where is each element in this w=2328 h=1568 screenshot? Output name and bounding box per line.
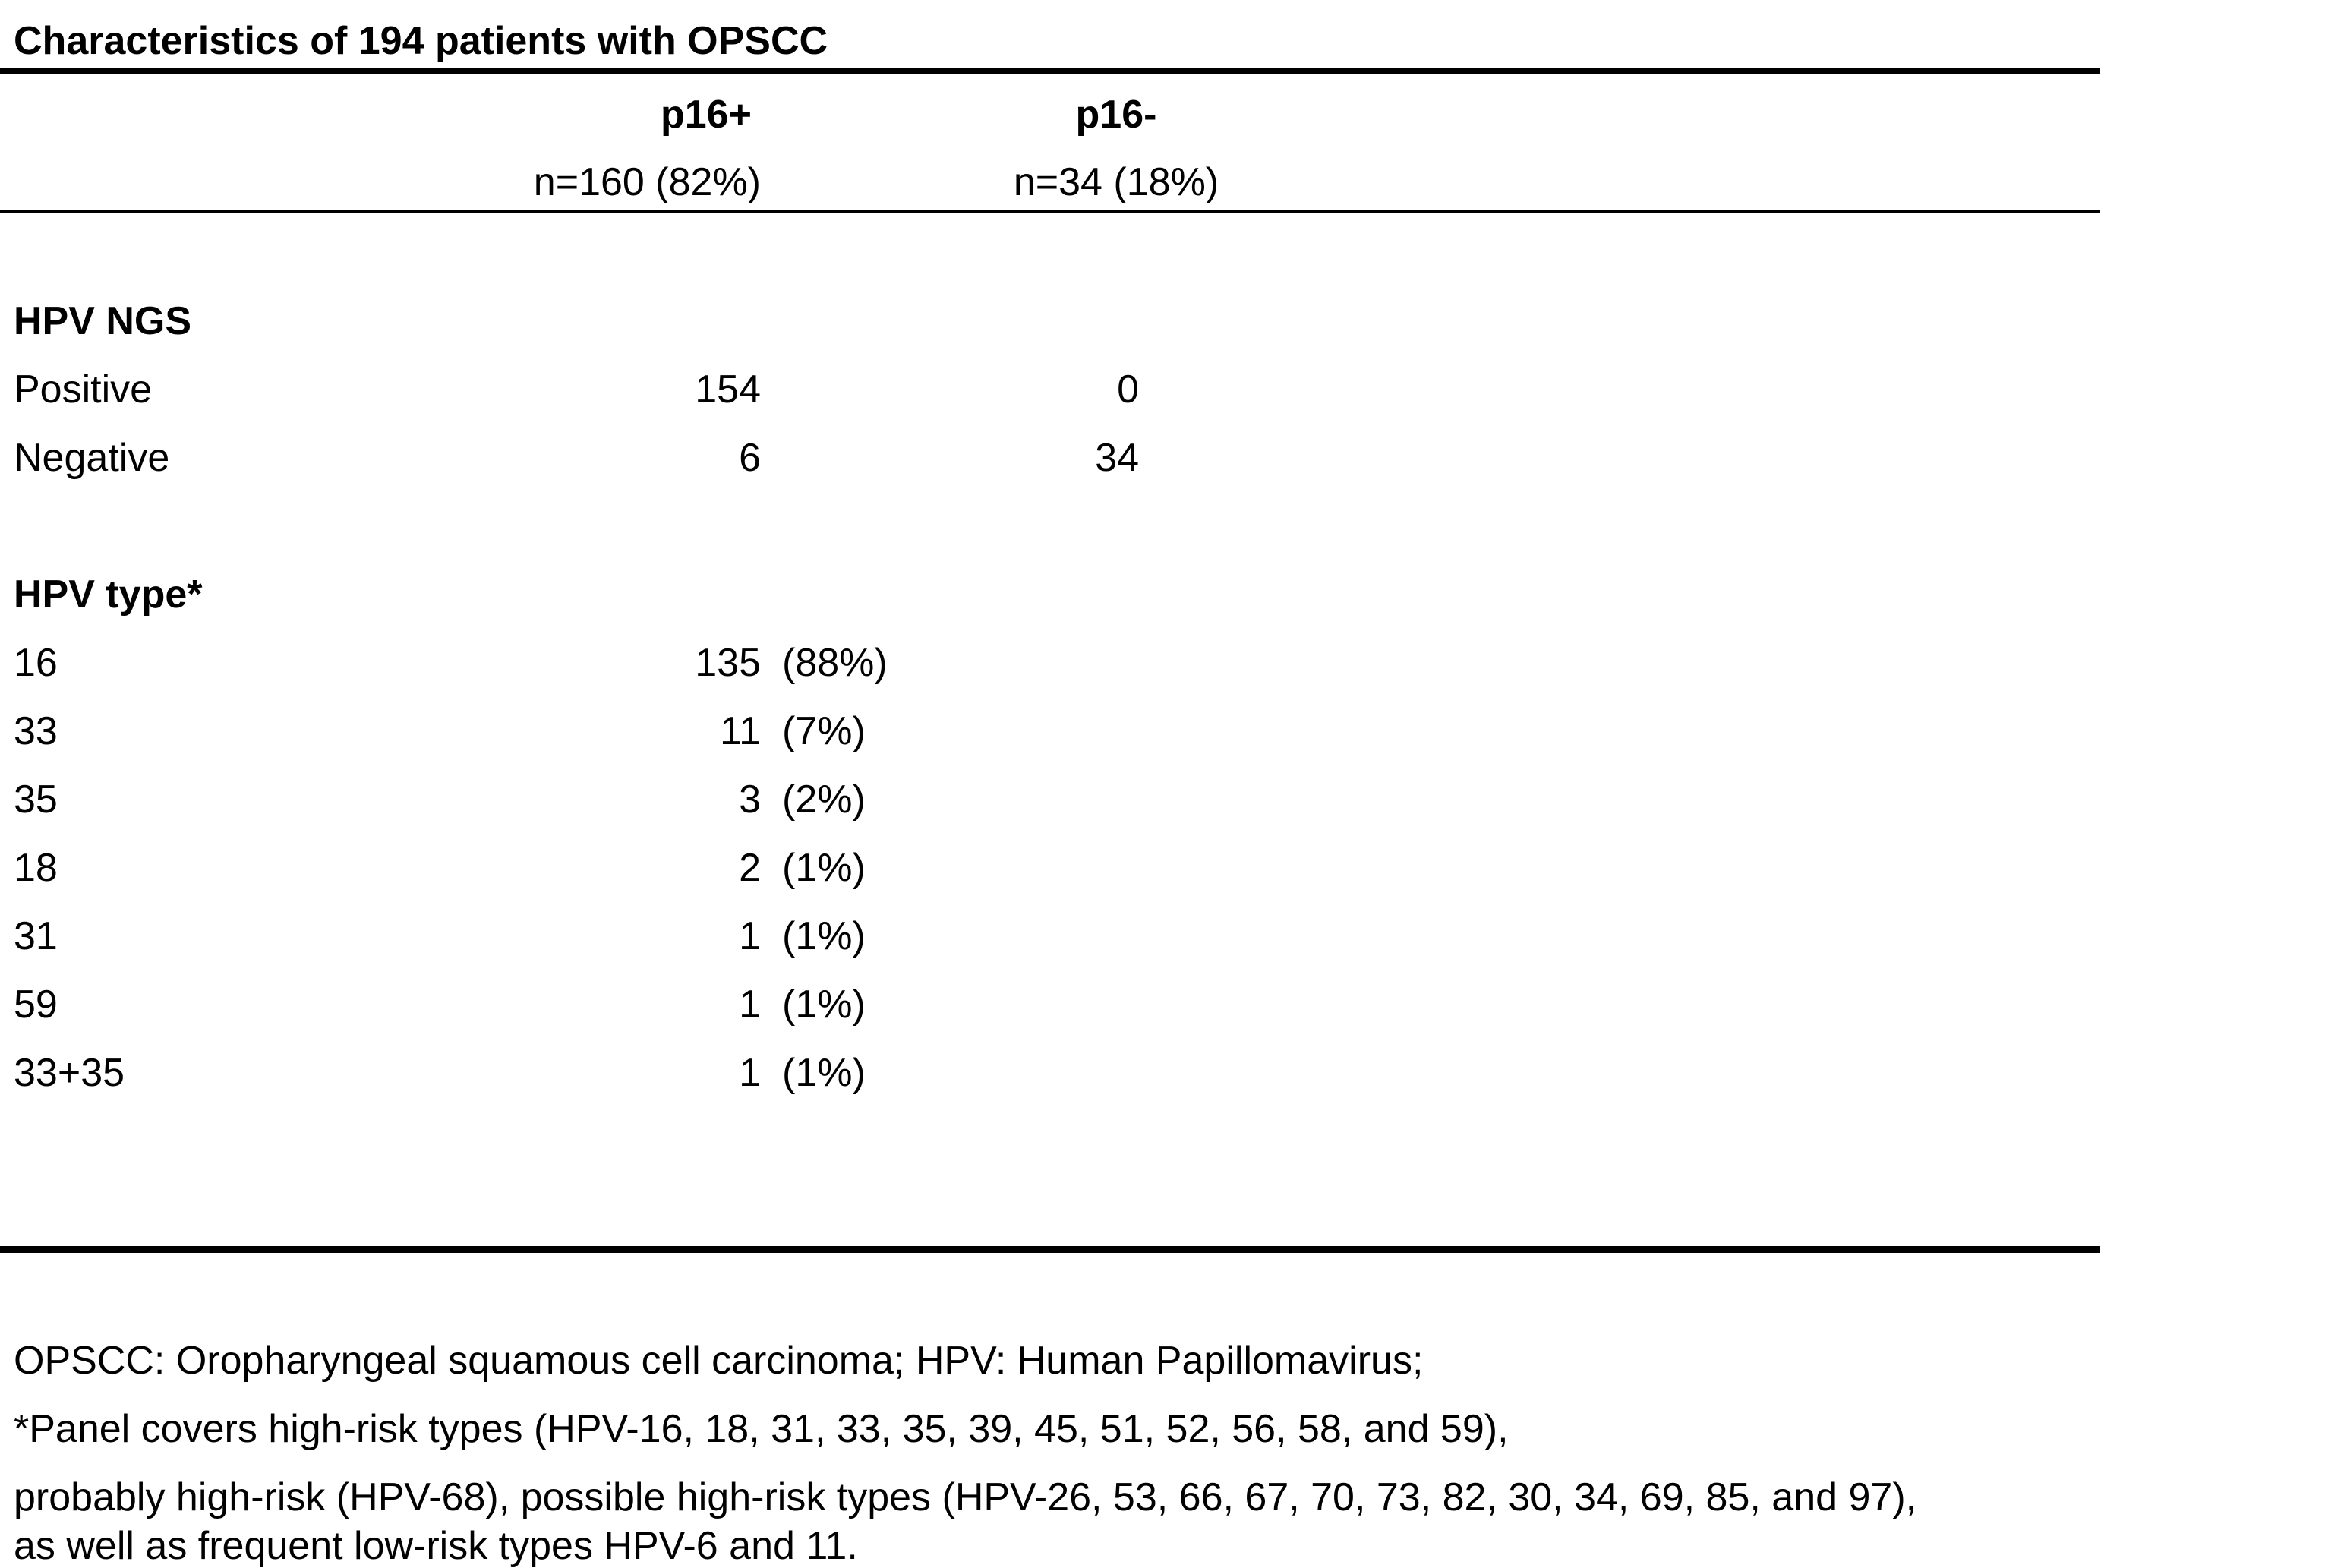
- p16-positive-percent: (88%): [782, 641, 888, 685]
- row-label: 59: [14, 983, 58, 1027]
- p16-negative-value: 0: [1117, 368, 1139, 412]
- column-header-p16-negative: p16-: [1075, 93, 1157, 137]
- p16-positive-percent: (7%): [782, 709, 866, 753]
- p16-positive-value: 2: [739, 846, 761, 890]
- p16-positive-value: 135: [695, 641, 761, 685]
- p16-positive-value: 154: [695, 368, 761, 412]
- p16-positive-value: 1: [739, 914, 761, 958]
- column-n-p16-positive: n=160 (82%): [533, 160, 761, 204]
- row-label: Positive: [14, 368, 153, 412]
- column-n-p16-negative: n=34 (18%): [1013, 160, 1219, 204]
- footnote-panel-possible-high-risk: probably high-risk (HPV-68), possible high-risk types (HPV-26, 53, 66, 67, 70, 73, 82, 30, 34, 69, 85, and 97),: [14, 1475, 1917, 1519]
- footnote-panel-high-risk: *Panel covers high-risk types (HPV-16, 18, 31, 33, 35, 39, 45, 51, 52, 56, 58, and 59),: [14, 1407, 1509, 1451]
- table-title: Characteristics of 194 patients with OPSCC: [14, 19, 828, 63]
- footnote-panel-low-risk: as well as frequent low-risk types HPV-6 and 11.: [14, 1524, 858, 1568]
- bottom-rule: [0, 1246, 2100, 1253]
- p16-positive-percent: (2%): [782, 778, 866, 822]
- footnote-abbreviations: OPSCC: Oropharyngeal squamous cell carcinoma; HPV: Human Papillomavirus;: [14, 1339, 1424, 1383]
- column-header-p16-positive: p16+: [661, 93, 752, 137]
- top-rule: [0, 68, 2100, 74]
- p16-positive-value: 11: [720, 709, 761, 753]
- p16-positive-value: 6: [739, 436, 761, 480]
- p16-positive-percent: (1%): [782, 914, 866, 958]
- header-rule: [0, 210, 2100, 213]
- row-label: 35: [14, 778, 58, 822]
- row-label: 33+35: [14, 1051, 125, 1095]
- row-label: 33: [14, 709, 58, 753]
- section-heading-hpv-ngs: HPV NGS: [14, 299, 192, 343]
- row-label: 31: [14, 914, 58, 958]
- row-label: 18: [14, 846, 58, 890]
- p16-positive-value: 1: [739, 983, 761, 1027]
- row-label: Negative: [14, 436, 170, 480]
- p16-positive-percent: (1%): [782, 846, 866, 890]
- row-label: 16: [14, 641, 58, 685]
- p16-positive-value: 1: [739, 1051, 761, 1095]
- p16-positive-percent: (1%): [782, 983, 866, 1027]
- p16-positive-percent: (1%): [782, 1051, 866, 1095]
- p16-positive-value: 3: [739, 778, 761, 822]
- p16-negative-value: 34: [1095, 436, 1139, 480]
- section-heading-hpv-type: HPV type*: [14, 573, 203, 617]
